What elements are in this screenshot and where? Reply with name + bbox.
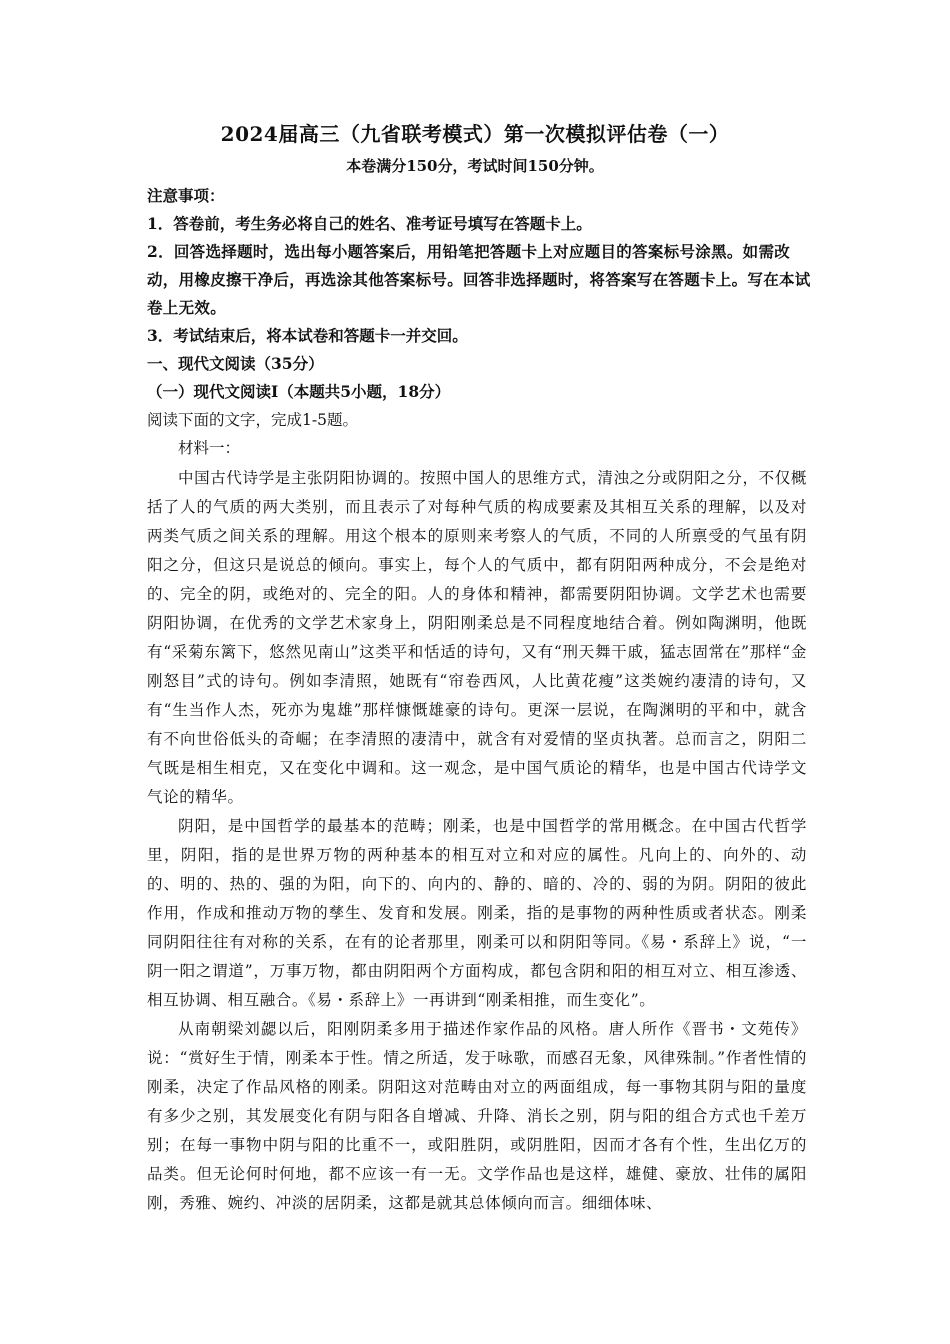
section-heading: 一、现代文阅读（35分） [147,354,324,373]
notice-item-1: 1．答卷前，考生务必将自己的姓名、准考证号填写在答题卡上。 [147,214,592,233]
material-label: 材料一： [178,439,241,457]
reading-instruction: 阅读下面的文字，完成1-5题。 [147,411,358,429]
notice-item-3: 3．考试结束后，将本试卷和答题卡一并交回。 [147,326,468,345]
paragraph: 从南朝梁刘勰以后，阳刚阴柔多用于描述作家作品的风格。唐人所作《晋书・文苑传》说：“赏好生于情，刚柔本于性。情之所适，发于咏歌，而感召无象，风律殊制。”作者性情的刚柔，决定了作品风格的刚柔。阴阳这对范畴由对立的两面组成，每一事物其阴与阳的量度有多少之别，其发展变化有阴与阳各自增减、升降、消长之别，阴与阳的组合方式也千差万别；在每一事物中阴与阳的比重不一，或阳胜阴，或阴胜阳，因而才各有个性，生出亿万的品类。但无论何时何地，都不应该一有一无。文学作品也是这样，雄健、豪放、壮伟的属阳刚，秀雅、婉约、冲淡的居阴柔，这都是就其总体倾向而言。细细体味、 [147,1020,807,1212]
paragraph: 中国古代诗学是主张阴阳协调的。按照中国人的思维方式，清浊之分或阴阳之分，不仅概括了人的气质的两大类别，而且表示了对每种气质的构成要素及其相互关系的理解，以及对两类气质之间关系的理解。用这个根本的原则来考察人的气质，不同的人所禀受的气虽有阴阳之分，但这只是说总的倾向。事实上，每个人的气质中，都有阴阳两种成分，不会是绝对的、完全的阴，或绝对的、完全的阳。人的身体和精神，都需要阴阳协调。文学艺术也需要阴阳协调，在优秀的文学艺术家身上，阴阳刚柔总是不同程度地结合着。例如陶渊明，他既有“采菊东篱下，悠然见南山”这类平和恬适的诗句，又有“刑天舞干戚，猛志固常在”那样“金刚怒目”式的诗句。例如李清照，她既有“帘卷西风，人比黄花瘦”这类婉约凄清的诗句，又有“生当作人杰，死亦为鬼雄”那样慷慨雄豪的诗句。更深一层说，在陶渊明的平和中，就含有不向世俗低头的奇崛；在李清照的凄清中，就含有对爱情的坚贞执著。总而言之，阴阳二气既是相生相克，又在变化中调和。这一观念，是中国气质论的精华，也是中国古代诗学文气论的精华。 [147,469,807,806]
exam-info: 本卷满分150分，考试时间150分钟。 [346,157,604,175]
notice-heading: 注意事项： [147,186,225,205]
page-title: 2024届高三（九省联考模式）第一次模拟评估卷（一） [220,122,730,146]
sub-section-heading: （一）现代文阅读Ⅰ（本题共5小题，18分） [147,382,451,401]
material-body [147,464,807,1218]
paragraph: 阴阳，是中国哲学的最基本的范畴；刚柔，也是中国哲学的常用概念。在中国古代哲学里，阴阳，指的是世界万物的两种基本的相互对立和对应的属性。凡向上的、向外的、动的、明的、热的、强的为阳，向下的、向内的、静的、暗的、冷的、弱的为阴。阴阳的彼此作用，作成和推动万物的孳生、发育和发展。刚柔，指的是事物的两种性质或者状态。刚柔同阴阳往往有对称的关系，在有的论者那里，刚柔可以和阴阳等同。《易・系辞上》说，“一阴一阳之谓道”，万事万物，都由阴阳两个方面构成，都包含阴和阳的相互对立、相互渗透、相互协调、相互融合。《易・系辞上》一再讲到“刚柔相推，而生变化”。 [147,817,807,1009]
notice-item-2: 2．回答选择题时，选出每小题答案后，用铅笔把答题卡上对应题目的答案标号涂黑。如需改动，用橡皮擦干净后，再选涂其他答案标号。回答非选择题时，将答案写在答题卡上。写在本试卷上无效。 [147,242,811,317]
